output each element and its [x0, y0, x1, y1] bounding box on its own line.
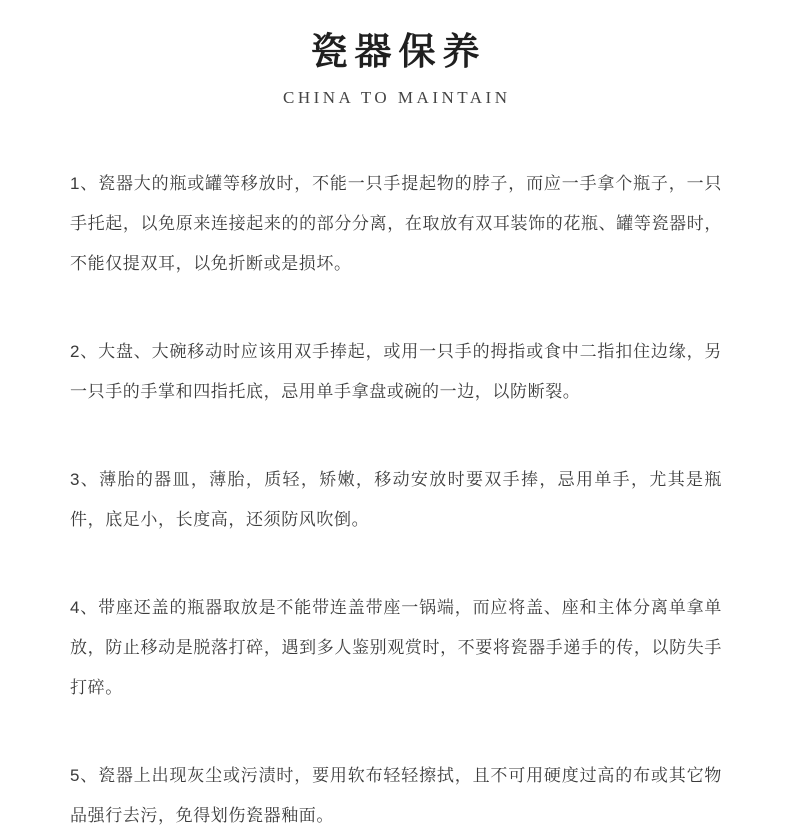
- document-header: [0, 0, 790, 108]
- page-title: 瓷器保养: [310, 31, 487, 72]
- paragraph-1: 1、瓷器大的瓶或罐等移放时，不能一只手提起物的脖子，而应一手拿个瓶子，一只手托起，以免原来连接起来的的部分分离，在取放有双耳装饰的花瓶、罐等瓷器时，不能仅提双耳，以免折断或是损坏。: [70, 174, 722, 274]
- paragraph-3: 3、薄胎的器皿，薄胎，质轻，矫嫩，移动安放时要双手捧，忌用单手，尤其是瓶件，底足小，长度高，还须防风吹倒。: [70, 470, 722, 530]
- page-subtitle: CHINA TO MAINTAIN: [282, 88, 511, 108]
- paragraphs-container: [0, 164, 790, 834]
- paragraph-5: 5、瓷器上出现灰尘或污渍时，要用软布轻轻擦拭，且不可用硬度过高的布或其它物品强行去污，免得划伤瓷器釉面。: [70, 766, 722, 826]
- paragraph-2: 2、大盘、大碗移动时应该用双手捧起，或用一只手的拇指或食中二指扣住边缘，另一只手的手掌和四指托底，忌用单手拿盘或碗的一边，以防断裂。: [70, 342, 722, 402]
- paragraph-4: 4、带座还盖的瓶器取放是不能带连盖带座一锅端，而应将盖、座和主体分离单拿单放，防止移动是脱落打碎，遇到多人鉴别观赏时，不要将瓷器手递手的传，以防失手打碎。: [70, 598, 722, 698]
